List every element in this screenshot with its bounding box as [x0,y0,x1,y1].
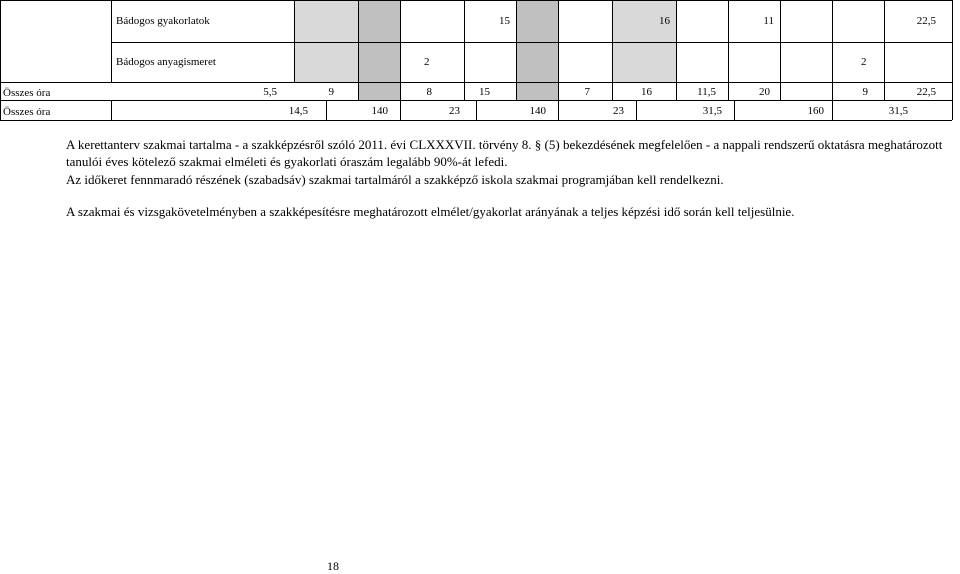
table-cell: 31,5 [702,105,722,117]
table-cell: 16 [641,86,652,98]
table-cell: 15 [479,86,490,98]
table-cell: 20 [759,86,770,98]
table-cell: 11 [763,15,774,27]
table-cell: 2 [424,56,430,68]
table-cell: 22,5 [916,15,936,27]
table-cell: 140 [371,105,388,117]
v-rule [400,0,401,100]
v-rule [832,0,833,100]
hours-table [0,0,960,122]
row-label: Bádogos anyagismeret [116,56,216,68]
v-rule [294,0,295,82]
table-cell: 22,5 [916,86,936,98]
v-rule [0,0,1,120]
table-cell: 23 [613,105,624,117]
v-rule [676,0,677,100]
table-cell: 160 [807,105,824,117]
table-cell: 23 [449,105,460,117]
h-rule [0,120,952,121]
v-rule [516,0,517,100]
paragraph-vizsgakovetelmeny: A szakmai és vizsgakövetelményben a szakképesítésre meghatározott elmélet/gyakorlat arányának a teljes képzési idő során kell teljesülnie. [66,204,795,219]
v-rule [780,0,781,100]
table-cell: 16 [659,15,670,27]
table-cell: 31,5 [888,105,908,117]
table-cell: 5,5 [263,86,277,98]
gray-block-3 [294,42,358,82]
gray-block-1 [294,0,358,42]
table-cell: 8 [426,86,432,98]
row-label: Bádogos gyakorlatok [116,15,210,27]
h-rule [111,42,952,43]
table-cell: 15 [499,15,510,27]
v-rule [111,0,112,82]
v-rule [111,100,112,120]
gray-column-1 [358,0,400,100]
gray-column-2 [516,0,558,100]
table-cell: 2 [861,56,867,68]
row-label: Összes óra [3,106,51,118]
paragraph-kerettanterv: A kerettanterv szakmai tartalma - a szakképzésről szóló 2011. évi CLXXXVII. törvény 8. § (5) bekezdésének megfelelően - a nappali rendszerű oktatásra meghatározott tanulói éves kötelező szakmai elméleti és gyakorlati óraszám legalább 90%-át lefedi. [66,137,943,169]
gray-block-4 [612,42,676,82]
h-rule [0,0,952,1]
h-rule [0,82,952,83]
row-label: Összes óra [3,87,51,99]
v-rule [558,0,559,100]
paragraph-idokeret: Az időkeret fennmaradó részének (szabadsáv) szakmai tartalmáról a szakképző iskola szakmai programjában kell rendelkezni. [66,172,724,187]
table-cell: 14,5 [288,105,308,117]
v-rule [952,0,953,120]
page-number: 18 [327,559,339,573]
table-cell: 9 [328,86,334,98]
table-cell: 9 [862,86,868,98]
v-rule [358,0,359,100]
table-cell: 11,5 [697,86,716,98]
table-cell: 7 [584,86,590,98]
table-cell: 140 [529,105,546,117]
